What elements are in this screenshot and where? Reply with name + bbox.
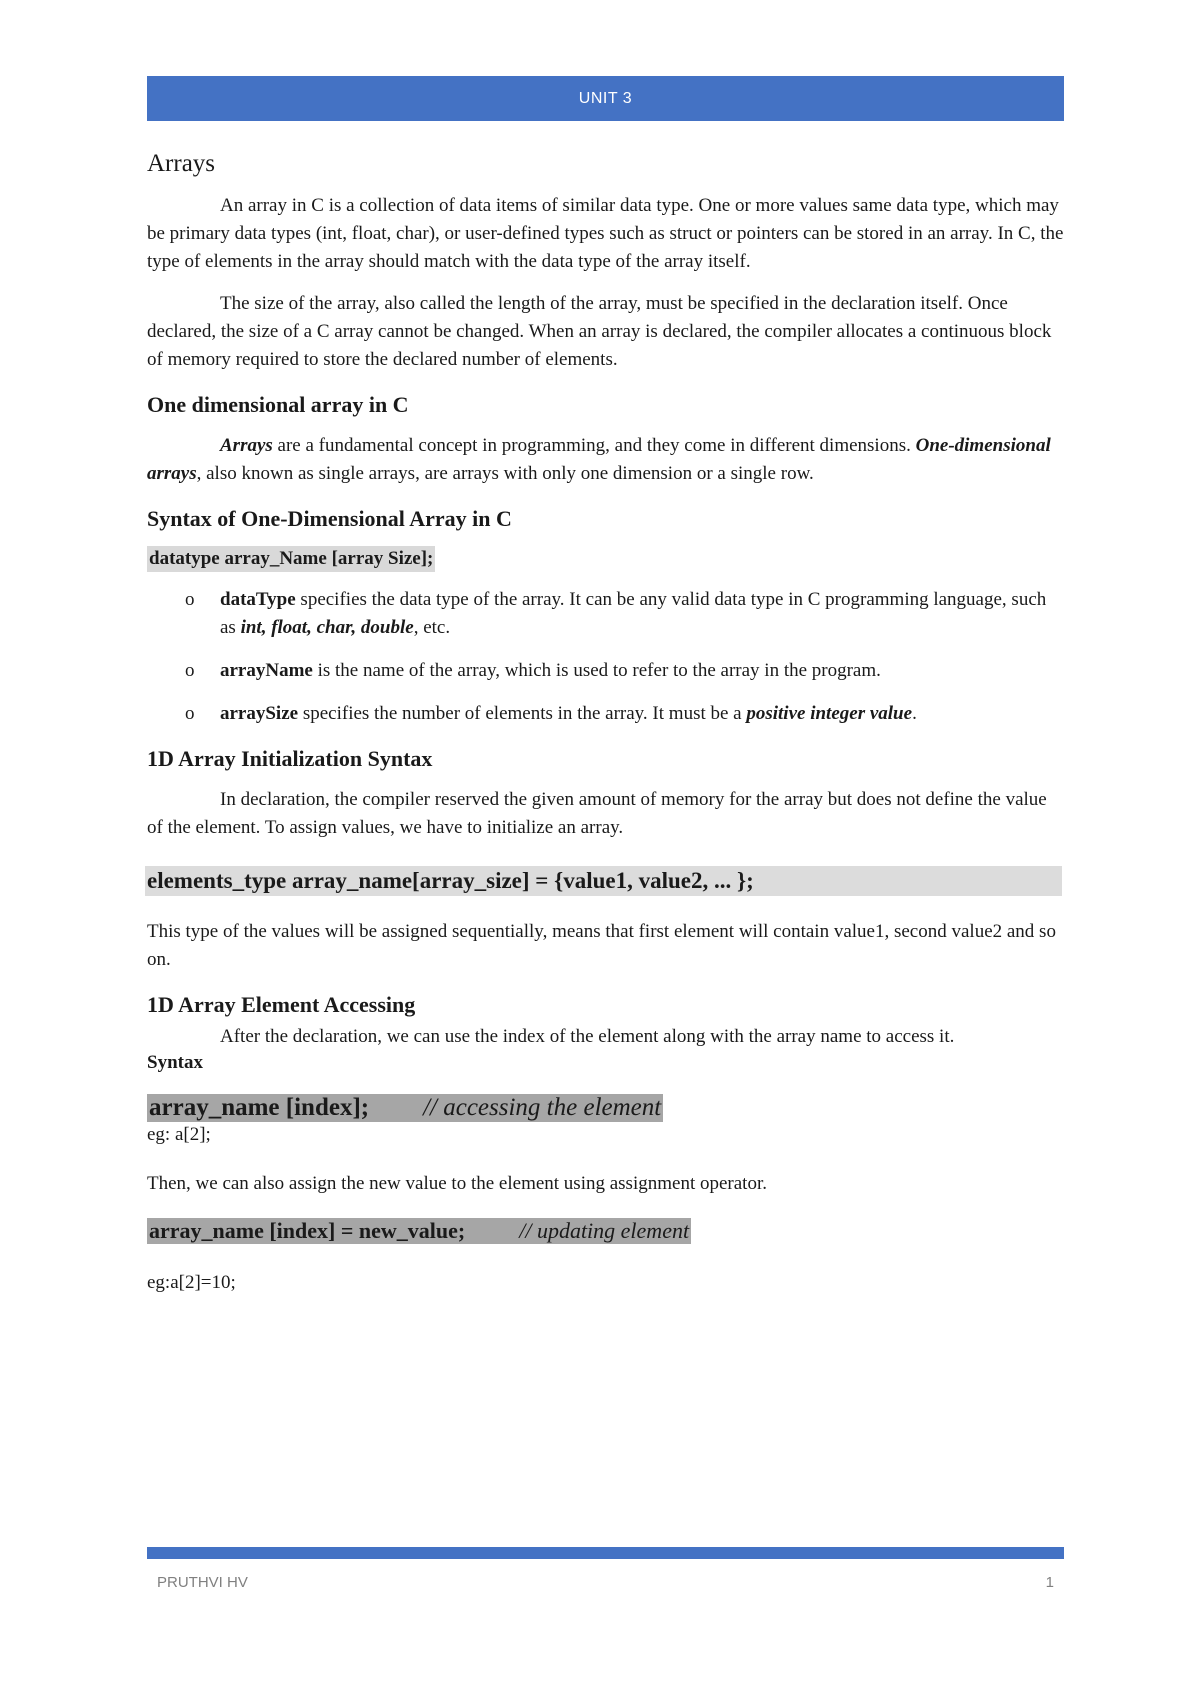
- list-item: [147, 700, 1064, 728]
- item-text: specifies the number of elements in the array. It must be a: [298, 703, 747, 724]
- content: [147, 150, 1064, 1296]
- item-text: is the name of the array, which is used to refer to the array in the program.: [312, 660, 881, 681]
- footer-author: PRUTHVI HV: [157, 1574, 248, 1591]
- item-text-end: .: [912, 703, 917, 724]
- update-example: eg:a[2]=10;: [147, 1272, 236, 1293]
- header-bar: [147, 76, 1064, 121]
- bullet-marker: o: [185, 703, 195, 724]
- init-heading: 1D Array Initialization Syntax: [147, 746, 433, 771]
- syntax-label: Syntax: [147, 1052, 203, 1073]
- access-code-line: [147, 1094, 663, 1122]
- unit-label: UNIT 3: [578, 90, 633, 107]
- init-paragraph: In declaration, the compiler reserved the given amount of memory for the array but does not define the value of the element. To assign values, we have to initialize an array.: [147, 789, 1047, 838]
- bullet-marker: o: [185, 589, 195, 610]
- access-code: array_name [index];: [149, 1094, 370, 1121]
- init-code-line: elements_type array_name[array_size] = {value1, value2, ... };: [145, 866, 1062, 896]
- list-item: [147, 586, 1064, 642]
- one-dim-text-2: , also known as single arrays, are arrays with only one dimension or a single row.: [196, 463, 814, 484]
- one-dim-heading: One dimensional array in C: [147, 392, 409, 417]
- bullet-marker: o: [185, 660, 195, 681]
- intro-paragraph-1: An array in C is a collection of data items of similar data type. One or more values same data type, which may be primary data types (int, float, char), or user-defined types such as struct or pointers can be stored in an array. In C, the type of elements in the array should match with the data type of the array itself.: [147, 195, 1064, 272]
- item-emphasis: positive integer value: [746, 703, 913, 724]
- access-paragraph: After the declaration, we can use the index of the element along with the array name to access it.: [220, 1026, 955, 1047]
- arrays-term: Arrays: [220, 435, 273, 456]
- update-code-comment: // updating element: [519, 1218, 690, 1243]
- footer-bar: [147, 1547, 1064, 1559]
- one-dim-paragraph: [147, 432, 1064, 488]
- item-text: specifies the data type of the array. It can be any valid data type in C programming language, such as: [220, 589, 1047, 638]
- item-term: arraySize: [220, 703, 299, 724]
- update-code-line: [147, 1218, 691, 1244]
- intro-paragraph-2: The size of the array, also called the length of the array, must be specified in the declaration itself. Once declared, the size of a C array cannot be changed. When an array is declared, the compiler allocates a continuous block of memory required to store the declared number of elements.: [147, 293, 1052, 370]
- document-page: [147, 0, 1064, 1696]
- page-title: Arrays: [147, 150, 216, 177]
- one-dim-text-1: are a fundamental concept in programming, and they come in different dimensions.: [272, 435, 916, 456]
- init-after-paragraph: This type of the values will be assigned sequentially, means that first element will contain value1, second value2 and so on.: [147, 921, 1056, 970]
- list-item: [147, 657, 1064, 685]
- syntax-line: datatype array_Name [array Size];: [147, 546, 435, 572]
- access-code-block: [147, 1094, 1064, 1122]
- syntax-bullet-list: [147, 586, 1064, 728]
- item-term: dataType: [220, 589, 296, 610]
- access-code-comment: // accessing the element: [423, 1094, 662, 1121]
- assign-paragraph: Then, we can also assign the new value to the element using assignment operator.: [147, 1173, 767, 1194]
- update-code: array_name [index] = new_value;: [149, 1218, 466, 1243]
- syntax-heading: Syntax of One-Dimensional Array in C: [147, 506, 512, 531]
- one-dim-term: One-dimensional arrays: [147, 435, 1051, 484]
- update-code-block: [147, 1218, 1064, 1244]
- item-text-end: , etc.: [413, 617, 451, 638]
- page-number: 1: [1045, 1574, 1054, 1591]
- item-emphasis: int, float, char, double: [240, 617, 414, 638]
- access-example: eg: a[2];: [147, 1124, 211, 1145]
- access-heading: 1D Array Element Accessing: [147, 992, 416, 1017]
- item-term: arrayName: [220, 660, 313, 681]
